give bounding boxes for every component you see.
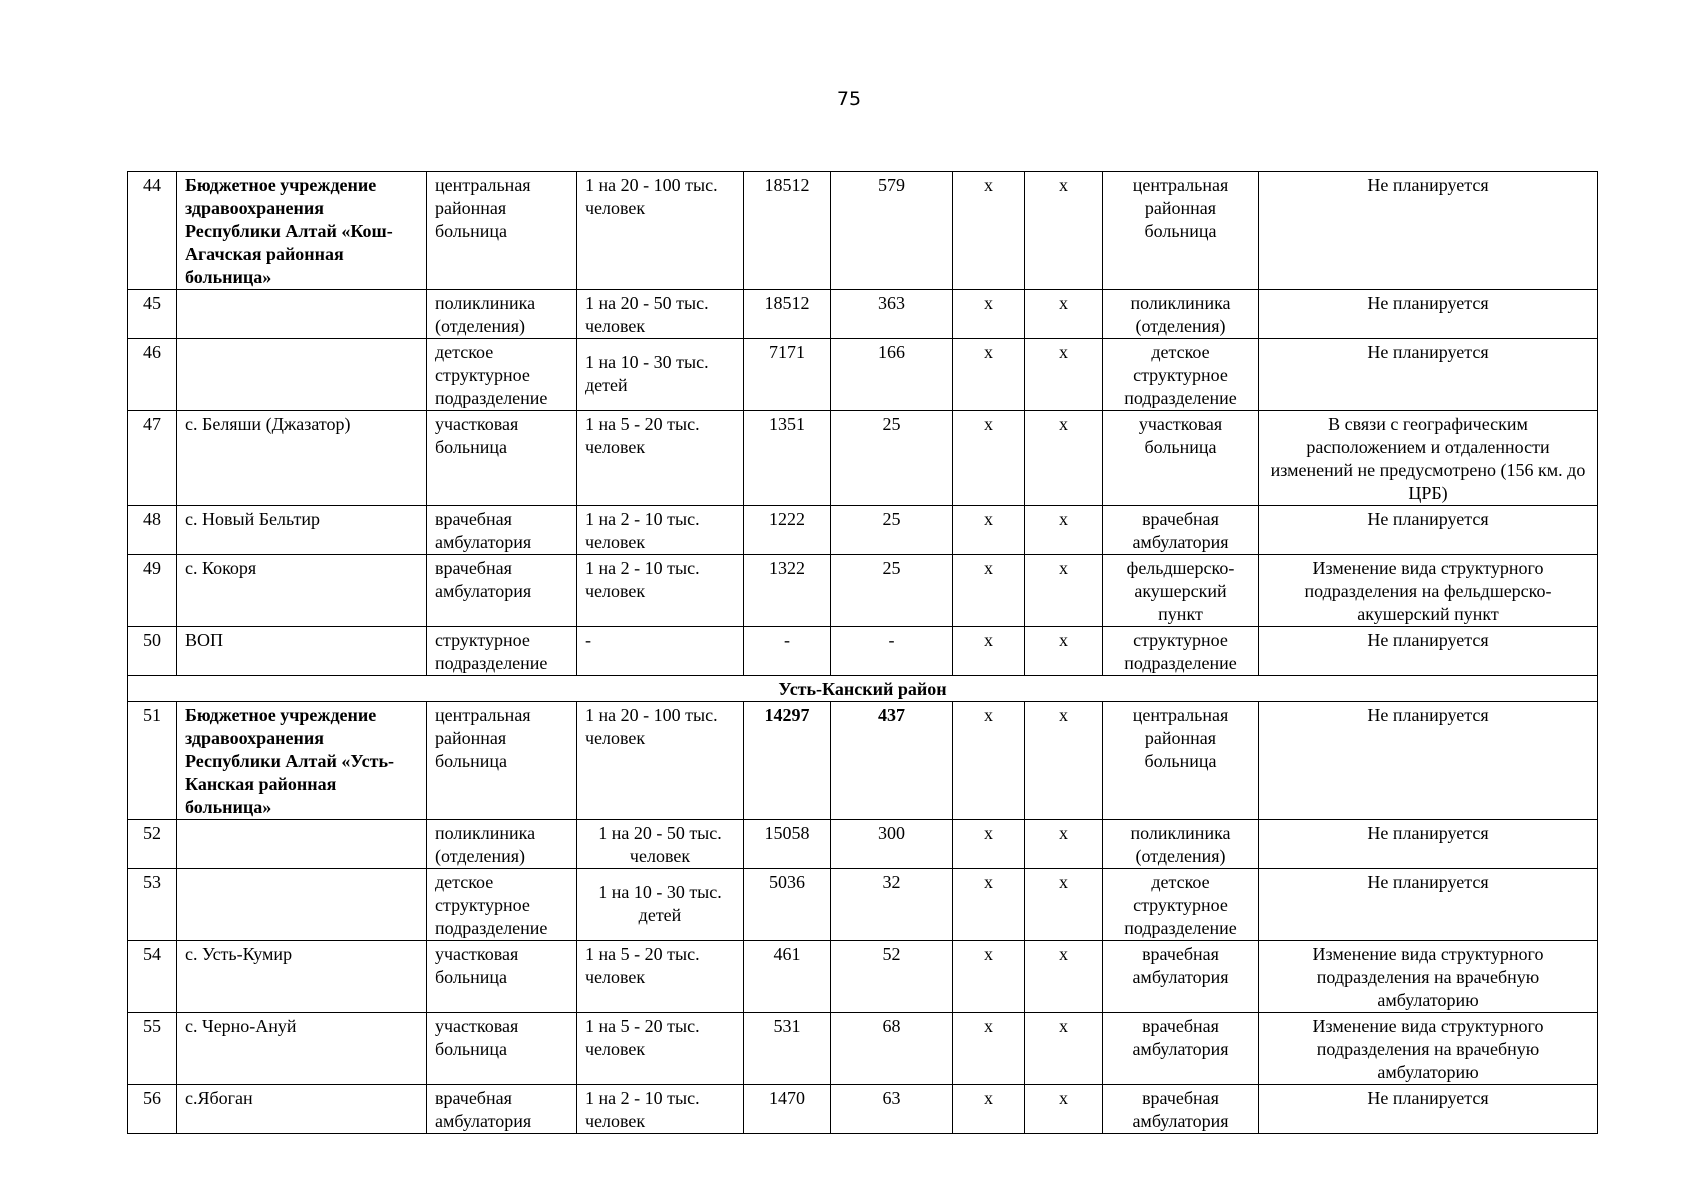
population-count: 15058 xyxy=(744,820,831,869)
planned-type: центральная районная больница xyxy=(1103,702,1259,820)
table-row xyxy=(128,702,1598,820)
population-norm: 1 на 10 - 30 тыс. детей xyxy=(577,869,744,941)
row-number: 44 xyxy=(128,172,177,290)
mark-cell: х xyxy=(953,172,1025,290)
table-body xyxy=(128,172,1598,1134)
institution-name: Бюджетное учреждение здравоохранения Республики Алтай «Кош-Агачская районная больница» xyxy=(177,172,427,290)
mark-cell: х xyxy=(953,339,1025,411)
mark-cell: х xyxy=(1025,702,1103,820)
institution-name xyxy=(177,290,427,339)
table-row xyxy=(128,339,1598,411)
facility-type: центральная районная больница xyxy=(427,702,577,820)
planned-note: Не планируется xyxy=(1259,1085,1598,1134)
population-count: 1322 xyxy=(744,555,831,627)
row-number: 47 xyxy=(128,411,177,506)
row-number: 49 xyxy=(128,555,177,627)
population-norm: 1 на 10 - 30 тыс. детей xyxy=(577,339,744,411)
capacity-value: 32 xyxy=(831,869,953,941)
planned-type: врачебная амбулатория xyxy=(1103,1013,1259,1085)
page-number: 75 xyxy=(836,88,862,110)
table-row xyxy=(128,411,1598,506)
population-norm: 1 на 5 - 20 тыс. человек xyxy=(577,941,744,1013)
mark-cell: х xyxy=(953,290,1025,339)
mark-cell: х xyxy=(1025,411,1103,506)
table-row xyxy=(128,290,1598,339)
population-count: 1351 xyxy=(744,411,831,506)
mark-cell: х xyxy=(953,820,1025,869)
population-norm: - xyxy=(577,627,744,676)
facility-type: детское структурное подразделение xyxy=(427,339,577,411)
table-row xyxy=(128,820,1598,869)
row-number: 50 xyxy=(128,627,177,676)
facility-type: структурное подразделение xyxy=(427,627,577,676)
mark-cell: х xyxy=(953,506,1025,555)
population-norm: 1 на 20 - 100 тыс. человек xyxy=(577,702,744,820)
population-count: 5036 xyxy=(744,869,831,941)
mark-cell: х xyxy=(1025,172,1103,290)
table-row xyxy=(128,627,1598,676)
population-norm: 1 на 20 - 50 тыс. человек xyxy=(577,290,744,339)
facility-type: детское структурное подразделение xyxy=(427,869,577,941)
row-number: 51 xyxy=(128,702,177,820)
population-norm: 1 на 5 - 20 тыс. человек xyxy=(577,411,744,506)
mark-cell: х xyxy=(1025,627,1103,676)
mark-cell: х xyxy=(953,627,1025,676)
table-row xyxy=(128,869,1598,941)
capacity-value: 25 xyxy=(831,555,953,627)
population-norm: 1 на 2 - 10 тыс. человек xyxy=(577,555,744,627)
institution-name: с. Усть-Кумир xyxy=(177,941,427,1013)
facility-type: поликлиника (отделения) xyxy=(427,820,577,869)
institution-name: с. Беляши (Джазатор) xyxy=(177,411,427,506)
planned-note: Не планируется xyxy=(1259,290,1598,339)
planned-type: поликлиника (отделения) xyxy=(1103,820,1259,869)
planned-note: Не планируется xyxy=(1259,506,1598,555)
facility-type: участковая больница xyxy=(427,411,577,506)
capacity-value: - xyxy=(831,627,953,676)
mark-cell: х xyxy=(1025,941,1103,1013)
capacity-value: 25 xyxy=(831,506,953,555)
mark-cell: х xyxy=(1025,506,1103,555)
facility-type: участковая больница xyxy=(427,1013,577,1085)
mark-cell: х xyxy=(1025,1013,1103,1085)
institution-name xyxy=(177,820,427,869)
institution-name: ВОП xyxy=(177,627,427,676)
mark-cell: х xyxy=(1025,869,1103,941)
population-count: 18512 xyxy=(744,290,831,339)
institution-name: с. Черно-Ануй xyxy=(177,1013,427,1085)
planned-type: поликлиника (отделения) xyxy=(1103,290,1259,339)
mark-cell: х xyxy=(953,702,1025,820)
population-norm: 1 на 5 - 20 тыс. человек xyxy=(577,1013,744,1085)
section-title: Усть-Канский район xyxy=(128,676,1598,702)
planned-note: Изменение вида структурного подразделения на врачебную амбулаторию xyxy=(1259,941,1598,1013)
mark-cell: х xyxy=(953,555,1025,627)
population-norm: 1 на 2 - 10 тыс. человек xyxy=(577,1085,744,1134)
planned-type: участковая больница xyxy=(1103,411,1259,506)
capacity-value: 300 xyxy=(831,820,953,869)
row-number: 53 xyxy=(128,869,177,941)
facility-type: врачебная амбулатория xyxy=(427,506,577,555)
institution-name xyxy=(177,869,427,941)
mark-cell: х xyxy=(953,411,1025,506)
planned-type: врачебная амбулатория xyxy=(1103,941,1259,1013)
population-norm: 1 на 20 - 50 тыс. человек xyxy=(577,820,744,869)
population-count: 461 xyxy=(744,941,831,1013)
capacity-value: 166 xyxy=(831,339,953,411)
planned-type: врачебная амбулатория xyxy=(1103,1085,1259,1134)
institution-name: с. Кокоря xyxy=(177,555,427,627)
capacity-value: 63 xyxy=(831,1085,953,1134)
mark-cell: х xyxy=(953,1013,1025,1085)
planned-type: фельдшерско-акушерский пункт xyxy=(1103,555,1259,627)
facilities-table xyxy=(127,171,1598,1134)
facility-type: врачебная амбулатория xyxy=(427,1085,577,1134)
mark-cell: х xyxy=(953,941,1025,1013)
planned-note: Не планируется xyxy=(1259,820,1598,869)
facility-type: поликлиника (отделения) xyxy=(427,290,577,339)
row-number: 55 xyxy=(128,1013,177,1085)
table-row xyxy=(128,941,1598,1013)
population-count: - xyxy=(744,627,831,676)
population-norm: 1 на 20 - 100 тыс. человек xyxy=(577,172,744,290)
institution-name xyxy=(177,339,427,411)
planned-note: Не планируется xyxy=(1259,172,1598,290)
population-count: 7171 xyxy=(744,339,831,411)
population-count: 1470 xyxy=(744,1085,831,1134)
planned-type: детское структурное подразделение xyxy=(1103,869,1259,941)
row-number: 54 xyxy=(128,941,177,1013)
row-number: 56 xyxy=(128,1085,177,1134)
table-row xyxy=(128,1085,1598,1134)
section-row xyxy=(128,676,1598,702)
mark-cell: х xyxy=(953,869,1025,941)
planned-note: Не планируется xyxy=(1259,869,1598,941)
capacity-value: 52 xyxy=(831,941,953,1013)
table-row xyxy=(128,555,1598,627)
planned-type: центральная районная больница xyxy=(1103,172,1259,290)
table-row xyxy=(128,172,1598,290)
planned-type: врачебная амбулатория xyxy=(1103,506,1259,555)
mark-cell: х xyxy=(953,1085,1025,1134)
row-number: 45 xyxy=(128,290,177,339)
facility-type: врачебная амбулатория xyxy=(427,555,577,627)
table-row xyxy=(128,1013,1598,1085)
planned-note: Не планируется xyxy=(1259,627,1598,676)
mark-cell: х xyxy=(1025,555,1103,627)
mark-cell: х xyxy=(1025,1085,1103,1134)
mark-cell: х xyxy=(1025,290,1103,339)
facility-type: центральная районная больница xyxy=(427,172,577,290)
capacity-value: 25 xyxy=(831,411,953,506)
population-count: 1222 xyxy=(744,506,831,555)
institution-name: с.Ябоган xyxy=(177,1085,427,1134)
capacity-value: 437 xyxy=(831,702,953,820)
planned-note: Изменение вида структурного подразделения на фельдшерско-акушерский пункт xyxy=(1259,555,1598,627)
planned-type: структурное подразделение xyxy=(1103,627,1259,676)
planned-note: В связи с географическим расположением и отдаленности изменений не предусмотрено (156 км. до ЦРБ) xyxy=(1259,411,1598,506)
planned-note: Изменение вида структурного подразделения на врачебную амбулаторию xyxy=(1259,1013,1598,1085)
population-norm: 1 на 2 - 10 тыс. человек xyxy=(577,506,744,555)
capacity-value: 68 xyxy=(831,1013,953,1085)
capacity-value: 579 xyxy=(831,172,953,290)
row-number: 46 xyxy=(128,339,177,411)
facility-type: участковая больница xyxy=(427,941,577,1013)
planned-note: Не планируется xyxy=(1259,339,1598,411)
population-count: 531 xyxy=(744,1013,831,1085)
institution-name: Бюджетное учреждение здравоохранения Республики Алтай «Усть-Канская районная больница» xyxy=(177,702,427,820)
planned-type: детское структурное подразделение xyxy=(1103,339,1259,411)
table-row xyxy=(128,506,1598,555)
mark-cell: х xyxy=(1025,339,1103,411)
mark-cell: х xyxy=(1025,820,1103,869)
planned-note: Не планируется xyxy=(1259,702,1598,820)
population-count: 14297 xyxy=(744,702,831,820)
capacity-value: 363 xyxy=(831,290,953,339)
population-count: 18512 xyxy=(744,172,831,290)
row-number: 52 xyxy=(128,820,177,869)
row-number: 48 xyxy=(128,506,177,555)
institution-name: с. Новый Бельтир xyxy=(177,506,427,555)
